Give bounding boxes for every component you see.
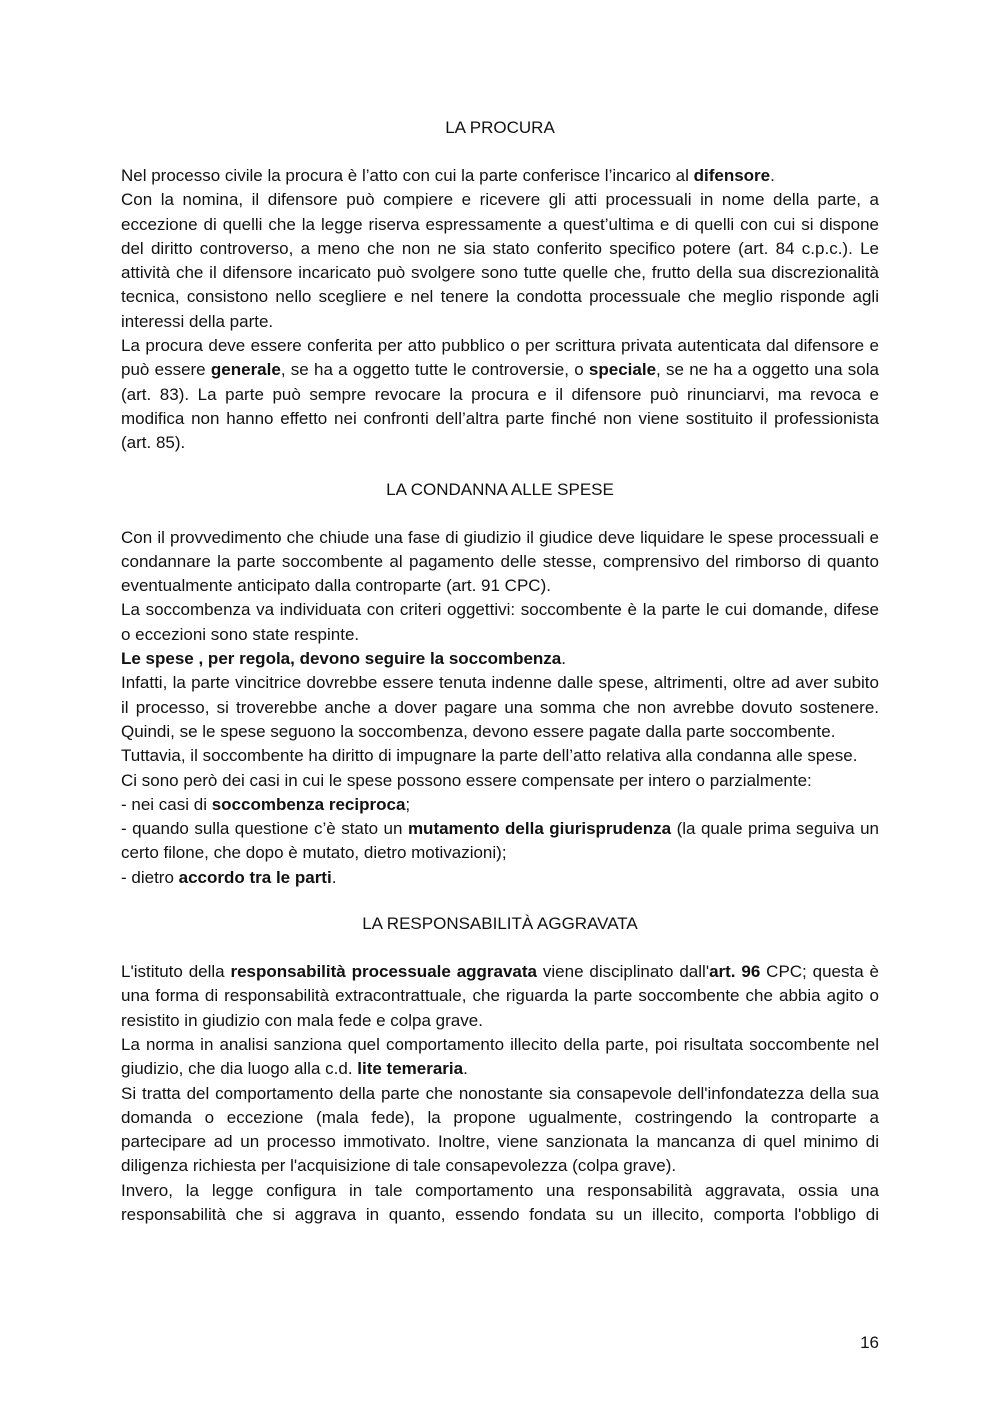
bold-term-speciale: speciale bbox=[588, 360, 657, 380]
text-run: Si tratta del comportamento della parte che nonostante sia consapevole dell'infondatezza della sua domanda o eccezione (mala fede), la propone ugualmente, costringendo la controparte a partecipare ad un processo immotivato. Inoltre, viene sanzionata la mancanza di quel minimo di diligenza richiesta per l'acquisizione di tale consapevolezza (colpa grave). bbox=[121, 1083, 879, 1176]
text-run: viene disciplinato dall' bbox=[537, 962, 710, 982]
bold-term: mutamento della giurisprudenza bbox=[407, 819, 672, 839]
text-run: , se ha a oggetto tutte le controversie, o bbox=[280, 360, 589, 380]
text-run: Infatti, la parte vincitrice dovrebbe essere tenuta indenne dalle spese, altrimenti, oltre ad aver subito il processo, si troverebbe anche a dover pagare una somma che non avrebbe dovuto sostenere. Quindi, se le spese seguono la soccombenza, devono essere pagate dalla parte soccombente. bbox=[121, 673, 879, 741]
paragraph bbox=[121, 1082, 879, 1179]
text-run: CPC; questa è una forma di responsabilità extracontrattuale, che riguarda la parte soccombente che abbia agito o resistito in giudizio con mala fede e colpa grave. bbox=[121, 962, 879, 1030]
text-run: . bbox=[463, 1059, 468, 1079]
heading-responsabilita-aggravata: LA RESPONSABILITÀ AGGRAVATA bbox=[362, 914, 638, 934]
bold-term: soccombenza reciproca bbox=[211, 794, 406, 814]
bold-term: art. 96 bbox=[709, 962, 761, 982]
text-run: . bbox=[770, 166, 775, 185]
page-number: 16 bbox=[860, 1333, 879, 1352]
paragraph bbox=[121, 960, 879, 1033]
text-run: . bbox=[331, 867, 337, 887]
text-run: Ci sono però dei casi in cui le spese possono essere compensate per intero o parzialmente: bbox=[121, 770, 812, 790]
text-run: - nei casi di bbox=[121, 794, 212, 814]
text-run: Con il provvedimento che chiude una fase di giudizio il giudice deve liquidare le spese processuali e condannare la parte soccombente al pagamento delle stesse, comprensivo del rimborso di quanto eventualmente anticipato dalla controparte (art. 91 CPC). bbox=[121, 527, 879, 596]
text-run: - dietro bbox=[121, 867, 179, 887]
heading-condanna-alle-spese: LA CONDANNA ALLE SPESE bbox=[386, 479, 614, 499]
text-run: Con la nomina, il difensore può compiere e ricevere gli atti processuali in nome della parte, a eccezione di quelli che la legge riserva espressamente a quest’ultima e di quelli con cui si dispone del diritto controverso, a meno che non ne sia stato conferito specifico potere (art. 84 c.p.c.). Le attività che il difensore incaricato può svolgere sono tutte quelle che, frutto della sua discrezionalità tecnica, consistono nello scegliere e nel tenere la condotta processuale che meglio risponde agli interessi della parte. bbox=[121, 190, 879, 331]
paragraph bbox=[121, 334, 879, 455]
bold-term: accordo tra le parti bbox=[178, 867, 332, 887]
text-run: Tuttavia, il soccombente ha diritto di impugnare la parte dell’atto relativa alla condanna alle spese. bbox=[121, 746, 858, 766]
list-item bbox=[121, 866, 879, 890]
text-run: L'istituto della bbox=[121, 962, 231, 982]
bold-rule: Le spese , per regola, devono seguire la soccombenza bbox=[121, 649, 562, 669]
bold-term-generale: generale bbox=[210, 360, 281, 380]
paragraph bbox=[121, 1179, 879, 1228]
paragraph bbox=[121, 164, 879, 188]
text-run: , se ne ha a oggetto una sola (art. 83). La parte può sempre revocare la procura e il difensore può rinunciarvi, ma revoca e modifica non hanno effetto nei confronti dell’altra parte finché non viene sostituito il professionista (art. 85). bbox=[121, 360, 879, 453]
text-run: Nel processo civile la procura è l’atto con cui la parte conferisce l’incarico al bbox=[121, 166, 694, 185]
paragraph bbox=[121, 1033, 879, 1082]
text-run: La procura deve essere conferita per atto pubblico o per scrittura privata autenticata dal difensore e può essere bbox=[121, 336, 879, 380]
bold-term-difensore: difensore bbox=[693, 166, 771, 185]
paragraph bbox=[121, 526, 879, 599]
bold-term: responsabilità processuale aggravata bbox=[230, 962, 538, 982]
paragraph bbox=[121, 744, 879, 768]
text-run: (la quale prima seguiva un certo filone, che dopo è mutato, dietro motivazioni); bbox=[121, 819, 880, 863]
text-run: . bbox=[561, 649, 566, 669]
paragraph bbox=[121, 671, 879, 744]
text-run: La soccombenza va individuata con criteri oggettivi: soccombente è la parte le cui domande, difese o eccezioni sono state respinte. bbox=[121, 600, 879, 644]
paragraph bbox=[121, 188, 879, 334]
paragraph bbox=[121, 769, 879, 793]
bold-term: lite temeraria bbox=[357, 1059, 464, 1079]
paragraph bbox=[121, 598, 879, 647]
heading-la-procura: LA PROCURA bbox=[445, 118, 555, 137]
text-run: Invero, la legge configura in tale comportamento una responsabilità aggravata, ossia una responsabilità che si aggrava in quanto, essendo fondata su un illecito, comporta l'obbligo di bbox=[121, 1180, 879, 1224]
paragraph bbox=[121, 647, 879, 671]
page-body bbox=[121, 116, 879, 1227]
text-run: La norma in analisi sanziona quel comportamento illecito della parte, poi risultata soccombente nel giudizio, che dia luogo alla c.d. bbox=[121, 1034, 879, 1079]
text-run: ; bbox=[405, 794, 411, 814]
text-run: - quando sulla questione c’è stato un bbox=[121, 819, 408, 839]
list-item bbox=[121, 817, 879, 866]
list-item bbox=[121, 793, 879, 817]
